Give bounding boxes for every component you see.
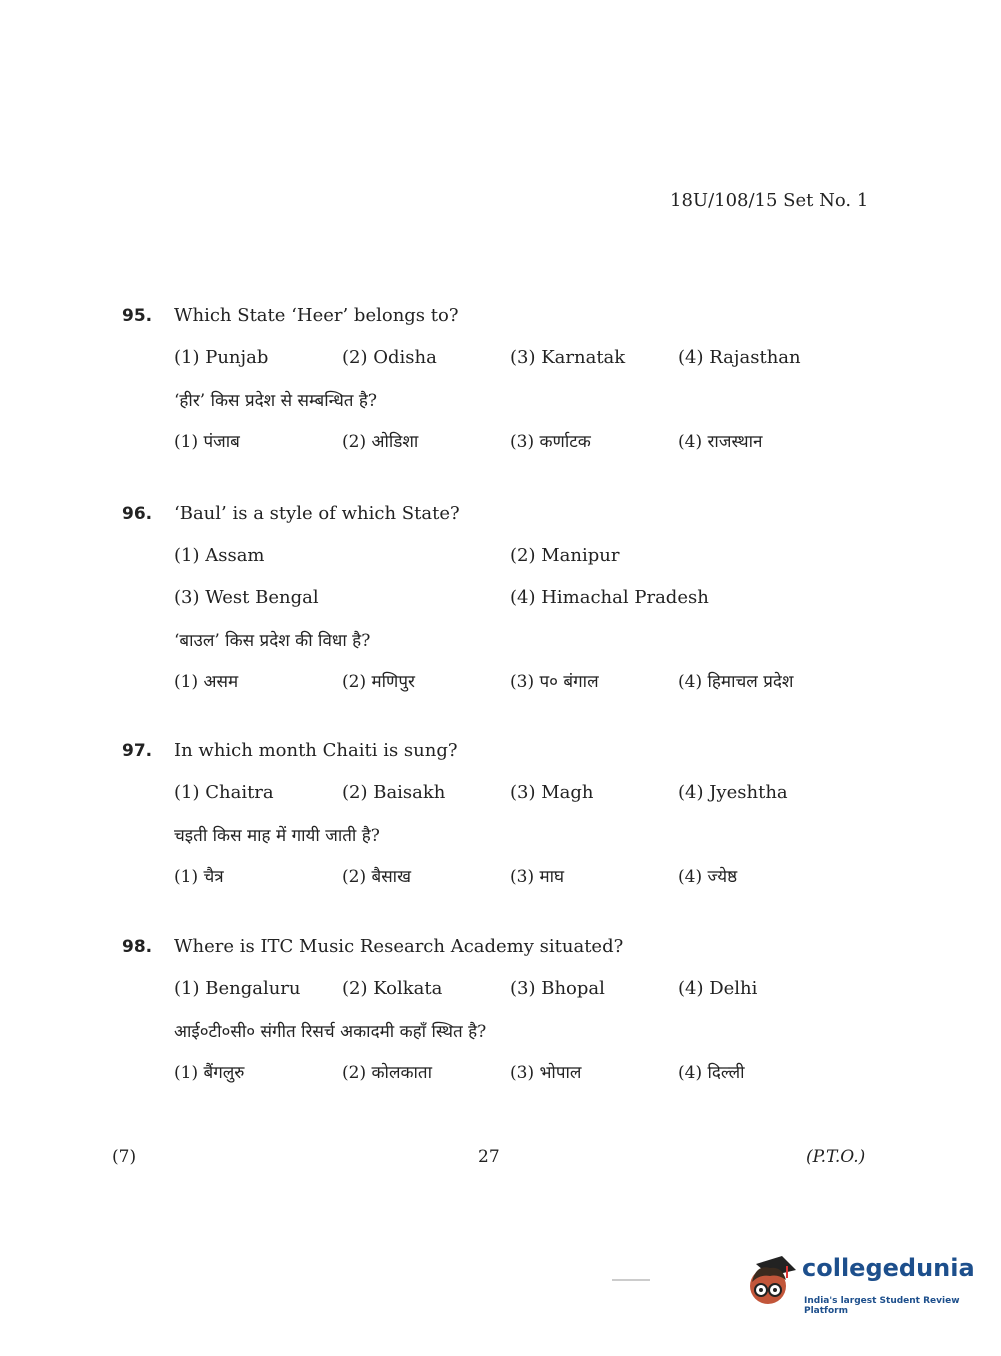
- option-4: (4) Rajasthan: [678, 347, 801, 368]
- options-hi: [174, 421, 882, 463]
- logo-wordmark: collegedunia: [802, 1254, 975, 1282]
- option-3: (3) कर्णाटक: [510, 432, 591, 452]
- option-2: (2) बैसाख: [342, 867, 411, 887]
- option-1: (1) Bengaluru: [174, 978, 301, 999]
- option-4: (4) राजस्थान: [678, 432, 763, 452]
- question-number: 97.: [122, 741, 153, 761]
- question-text-hi: आई०टी०सी० संगीत रिसर्च अकादमी कहाँ स्थित है?: [174, 1022, 487, 1042]
- question-98: [122, 936, 882, 1094]
- option-4: (4) हिमाचल प्रदेश: [678, 672, 794, 692]
- option-3: (3) माघ: [510, 867, 565, 887]
- option-2: (2) ओडिशा: [342, 432, 419, 452]
- option-1: (1) पंजाब: [174, 432, 240, 452]
- option-3: (3) भोपाल: [510, 1063, 582, 1083]
- question-number: 96.: [122, 504, 153, 524]
- option-2: (2) Baisakh: [342, 782, 446, 803]
- option-3: (3) West Bengal: [174, 587, 319, 608]
- question-text-hi: ‘हीर’ किस प्रदेश से सम्बन्धित है?: [174, 391, 378, 411]
- question-number: 95.: [122, 306, 153, 326]
- option-3: (3) Karnatak: [510, 347, 626, 368]
- logo-tagline: India's largest Student Review Platform: [804, 1296, 960, 1316]
- option-4: (4) ज्येष्ठ: [678, 867, 738, 887]
- option-3: (3) प० बंगाल: [510, 672, 599, 692]
- option-1: (1) बैंगलुरु: [174, 1063, 245, 1083]
- options-hi: [174, 856, 882, 898]
- options-en-row-1: [174, 537, 882, 579]
- options-hi: [174, 1052, 882, 1094]
- collegedunia-logo: [742, 1252, 975, 1316]
- mascot-icon: [742, 1254, 798, 1310]
- option-2: (2) Odisha: [342, 347, 437, 368]
- question-number: 98.: [122, 937, 153, 957]
- question-96: [122, 503, 882, 703]
- option-1: (1) Assam: [174, 545, 265, 566]
- question-text-en: In which month Chaiti is sung?: [174, 740, 458, 761]
- set-number: 18U/108/15 Set No. 1: [670, 190, 869, 211]
- option-1: (1) चैत्र: [174, 867, 224, 887]
- options-en: [174, 774, 882, 816]
- option-1: (1) Chaitra: [174, 782, 274, 803]
- option-3: (3) Magh: [510, 782, 594, 803]
- question-95: [122, 305, 882, 463]
- options-en-row-2: [174, 579, 882, 621]
- option-2: (2) Kolkata: [342, 978, 443, 999]
- question-text-en: Which State ‘Heer’ belongs to?: [174, 305, 459, 326]
- option-4: (4) Himachal Pradesh: [510, 587, 709, 608]
- options-en: [174, 339, 882, 381]
- options-hi: [174, 661, 882, 703]
- option-2: (2) Manipur: [510, 545, 620, 566]
- question-text-en: ‘Baul’ is a style of which State?: [174, 503, 460, 524]
- option-2: (2) मणिपुर: [342, 672, 415, 692]
- option-3: (3) Bhopal: [510, 978, 605, 999]
- options-en: [174, 970, 882, 1012]
- scan-mark: [612, 1279, 650, 1281]
- option-4: (4) Delhi: [678, 978, 758, 999]
- option-4: (4) Jyeshtha: [678, 782, 788, 803]
- pto-label: (P.T.O.): [806, 1147, 866, 1167]
- option-4: (4) दिल्ली: [678, 1063, 745, 1083]
- page-number: 27: [478, 1147, 500, 1167]
- option-1: (1) असम: [174, 672, 239, 692]
- footer-code: (7): [112, 1147, 137, 1167]
- option-1: (1) Punjab: [174, 347, 269, 368]
- question-97: [122, 740, 882, 898]
- question-text-en: Where is ITC Music Research Academy situated?: [174, 936, 624, 957]
- option-2: (2) कोलकाता: [342, 1063, 433, 1083]
- question-text-hi: ‘बाउल’ किस प्रदेश की विधा है?: [174, 631, 371, 651]
- question-text-hi: चइती किस माह में गायी जाती है?: [174, 826, 380, 846]
